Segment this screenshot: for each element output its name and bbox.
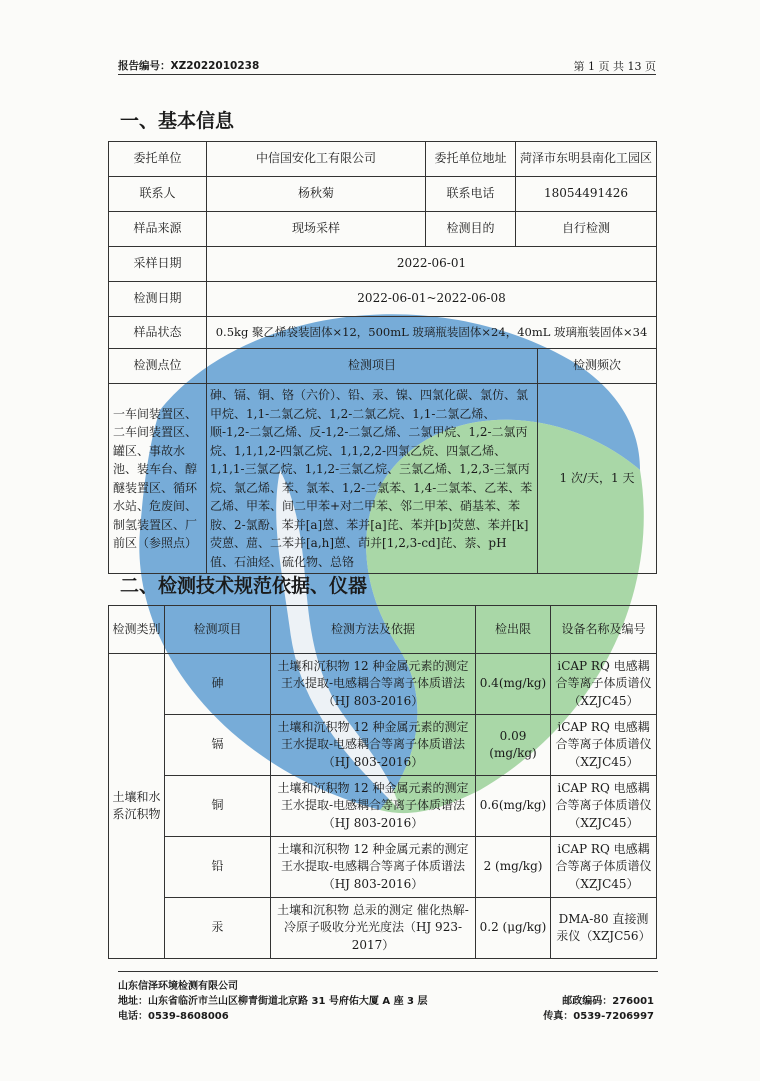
contact-label: 联系人 <box>109 177 207 212</box>
limit-cell: 2 (mg/kg) <box>476 837 551 898</box>
client-addr-value: 菏泽市东明县南化工园区 <box>516 142 657 177</box>
detection-items: 砷、镉、铜、铬（六价）、铅、汞、镍、四氯化碳、氯仿、氯甲烷、1,1-二氯乙烷、1,2-二氯乙烷、1,1-二氯乙烯、顺-1,2-二氯乙烯、反-1,2-二氯乙烯、二氯甲烷、1,2-二氯丙烷、1,1,1,2-四氯乙烷、1,1,2,2-四氯乙烷、四氯乙烯、1,1,1-三氯乙烷、1,1,2-三氯乙烷、三氯乙烯、1,2,3-三氯丙烷、氯乙烯、苯、氯苯、1,2-二氯苯、1,4-二氯苯、乙苯、苯乙烯、甲苯、间二甲苯+对二甲苯、邻二甲苯、硝基苯、苯胺、2-氯酚、苯并[a]蒽、苯并[a]芘、苯并[b]荧蒽、苯并[k]荧蒽、䓛、二苯并[a,h]蒽、茚并[1,2,3-cd]芘、萘、pH 值、石油烃、硫化物、总铬 <box>207 384 538 574</box>
method-cell: 土壤和沉积物 12 种金属元素的测定 王水提取-电感耦合等离子体质谱法（HJ 803-2016） <box>271 715 476 776</box>
point-header: 检测点位 <box>109 349 207 384</box>
table-row <box>109 654 657 715</box>
table-row <box>109 898 657 959</box>
sample-date-value: 2022-06-01 <box>207 247 657 282</box>
device-cell: iCAP RQ 电感耦合等离子体质谱仪（XZJC45） <box>551 715 657 776</box>
table-row <box>109 247 657 282</box>
limit-cell: 0.2 (μg/kg) <box>476 898 551 959</box>
detection-frequency: 1 次/天，1 天 <box>538 384 657 574</box>
item-header: 检测项目 <box>207 349 538 384</box>
limit-cell: 0.4(mg/kg) <box>476 654 551 715</box>
sample-date-label: 采样日期 <box>109 247 207 282</box>
table-row <box>109 142 657 177</box>
methods-table <box>108 605 657 959</box>
test-date-label: 检测日期 <box>109 282 207 317</box>
contact-value: 杨秋菊 <box>207 177 426 212</box>
footer-divider <box>118 971 658 972</box>
client-label: 委托单位 <box>109 142 207 177</box>
table-row <box>109 317 657 349</box>
method-cell: 土壤和沉积物 12 种金属元素的测定 王水提取-电感耦合等离子体质谱法（HJ 803-2016） <box>271 776 476 837</box>
method-cell: 土壤和沉积物 12 种金属元素的测定 王水提取-电感耦合等离子体质谱法（HJ 803-2016） <box>271 837 476 898</box>
header-limit: 检出限 <box>476 606 551 654</box>
state-value: 0.5kg 聚乙烯袋装固体×12，500mL 玻璃瓶装固体×24，40mL 玻璃瓶装固体×34 <box>207 317 657 349</box>
footer-address: 地址：山东省临沂市兰山区柳青街道北京路 31 号府佑大厦 A 座 3 层 <box>118 996 428 1007</box>
footer-fax: 传真：0539-7206997 <box>543 1011 654 1022</box>
device-cell: iCAP RQ 电感耦合等离子体质谱仪（XZJC45） <box>551 654 657 715</box>
item-cell: 镉 <box>165 715 271 776</box>
item-cell: 铅 <box>165 837 271 898</box>
page-header <box>118 56 656 75</box>
header-category: 检测类别 <box>109 606 165 654</box>
table-row <box>109 282 657 317</box>
client-addr-label: 委托单位地址 <box>426 142 516 177</box>
header-item: 检测项目 <box>165 606 271 654</box>
table-row <box>109 837 657 898</box>
item-cell: 汞 <box>165 898 271 959</box>
table-row <box>109 776 657 837</box>
device-cell: iCAP RQ 电感耦合等离子体质谱仪（XZJC45） <box>551 776 657 837</box>
footer-company: 山东信泽环境检测有限公司 <box>118 981 238 992</box>
phone-label: 联系电话 <box>426 177 516 212</box>
section-title-basic: 一、基本信息 <box>120 110 235 132</box>
limit-cell: 0.09 (mg/kg) <box>476 715 551 776</box>
phone-value: 18054491426 <box>516 177 657 212</box>
section-title-methods: 二、检测技术规范依据、仪器 <box>120 575 368 597</box>
table-row <box>109 212 657 247</box>
page-number: 第 1 页 共 13 页 <box>573 60 656 73</box>
footer-postcode: 邮政编码：276001 <box>562 996 654 1007</box>
client-value: 中信国安化工有限公司 <box>207 142 426 177</box>
item-cell: 砷 <box>165 654 271 715</box>
purpose-value: 自行检测 <box>516 212 657 247</box>
purpose-label: 检测目的 <box>426 212 516 247</box>
table-row <box>109 349 657 384</box>
footer-address-line <box>118 992 658 1007</box>
detection-points: 一车间装置区、二车间装置区、罐区、事故水池、装车台、醇醚装置区、循环水站、危废间、制氢装置区、厂前区（参照点） <box>109 384 207 574</box>
table-row <box>109 606 657 654</box>
item-cell: 铜 <box>165 776 271 837</box>
table-row <box>109 384 657 574</box>
footer-tel: 电话：0539-8608006 <box>118 1011 229 1022</box>
device-cell: DMA-80 直接测汞仪（XZJC56） <box>551 898 657 959</box>
test-date-value: 2022-06-01~2022-06-08 <box>207 282 657 317</box>
source-value: 现场采样 <box>207 212 426 247</box>
source-label: 样品来源 <box>109 212 207 247</box>
header-device: 设备名称及编号 <box>551 606 657 654</box>
table-row <box>109 715 657 776</box>
table-row <box>109 177 657 212</box>
header-method: 检测方法及依据 <box>271 606 476 654</box>
device-cell: iCAP RQ 电感耦合等离子体质谱仪（XZJC45） <box>551 837 657 898</box>
category-cell: 土壤和水系沉积物 <box>109 654 165 959</box>
footer-contact-line <box>118 1007 658 1022</box>
method-cell: 土壤和沉积物 总汞的测定 催化热解-冷原子吸收分光光度法（HJ 923-2017） <box>271 898 476 959</box>
freq-header: 检测频次 <box>538 349 657 384</box>
limit-cell: 0.6(mg/kg) <box>476 776 551 837</box>
state-label: 样品状态 <box>109 317 207 349</box>
method-cell: 土壤和沉积物 12 种金属元素的测定 王水提取-电感耦合等离子体质谱法（HJ 803-2016） <box>271 654 476 715</box>
report-number: 报告编号：XZ2022010238 <box>118 60 260 72</box>
basic-info-table <box>108 141 657 574</box>
